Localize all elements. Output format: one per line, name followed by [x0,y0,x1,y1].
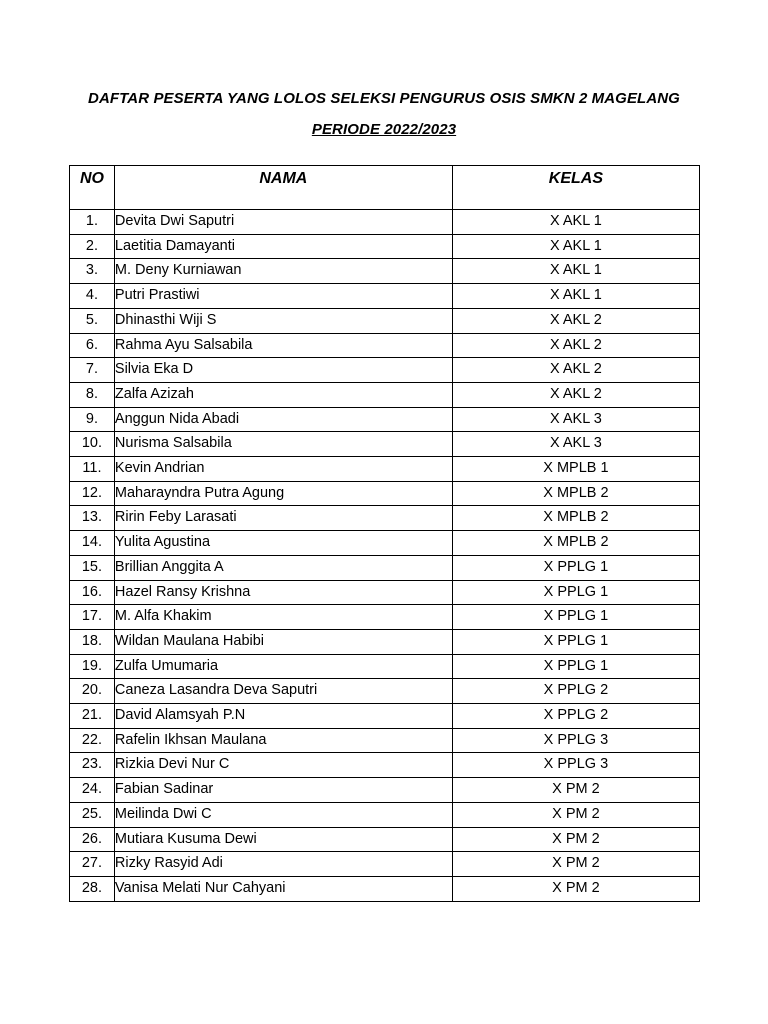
row-number: 7. [70,358,115,383]
table-row [70,234,700,259]
header-kelas: KELAS [452,166,699,210]
row-name: Zalfa Azizah [114,382,452,407]
table-row [70,506,700,531]
row-class: X AKL 1 [452,259,699,284]
table-row [70,629,700,654]
row-class: X MPLB 2 [452,531,699,556]
table-row [70,580,700,605]
row-name: David Alamsyah P.N [114,704,452,729]
row-name: Brillian Anggita A [114,555,452,580]
row-class: X PM 2 [452,852,699,877]
row-class: X PPLG 1 [452,629,699,654]
table-row [70,210,700,235]
row-class: X MPLB 2 [452,481,699,506]
row-class: X PPLG 1 [452,605,699,630]
table-row [70,704,700,729]
row-name: Mutiara Kusuma Dewi [114,827,452,852]
row-number: 24. [70,778,115,803]
row-class: X MPLB 2 [452,506,699,531]
participants-table [69,165,700,902]
table-row [70,802,700,827]
table-row [70,605,700,630]
row-number: 9. [70,407,115,432]
row-name: Vanisa Melati Nur Cahyani [114,876,452,901]
row-name: Yulita Agustina [114,531,452,556]
row-name: Laetitia Damayanti [114,234,452,259]
table-row [70,679,700,704]
row-number: 26. [70,827,115,852]
row-class: X PM 2 [452,778,699,803]
header-row [70,166,700,210]
row-class: X PPLG 1 [452,580,699,605]
row-number: 28. [70,876,115,901]
table-row [70,382,700,407]
row-class: X AKL 2 [452,308,699,333]
row-class: X AKL 3 [452,432,699,457]
row-class: X PPLG 3 [452,753,699,778]
row-name: Hazel Ransy Krishna [114,580,452,605]
row-name: Meilinda Dwi C [114,802,452,827]
row-number: 13. [70,506,115,531]
table-body [70,210,700,902]
row-class: X AKL 2 [452,333,699,358]
row-number: 22. [70,728,115,753]
row-class: X PPLG 2 [452,679,699,704]
row-class: X AKL 1 [452,210,699,235]
row-number: 8. [70,382,115,407]
row-name: Devita Dwi Saputri [114,210,452,235]
row-number: 6. [70,333,115,358]
row-number: 17. [70,605,115,630]
row-class: X AKL 2 [452,358,699,383]
row-name: Maharayndra Putra Agung [114,481,452,506]
table-row [70,457,700,482]
row-name: Anggun Nida Abadi [114,407,452,432]
table-row [70,259,700,284]
row-number: 16. [70,580,115,605]
table-row [70,827,700,852]
row-name: Ririn Feby Larasati [114,506,452,531]
row-class: X PPLG 3 [452,728,699,753]
row-number: 23. [70,753,115,778]
row-name: Fabian Sadinar [114,778,452,803]
table-row [70,481,700,506]
table-row [70,407,700,432]
row-name: Dhinasthi Wiji S [114,308,452,333]
table-row [70,333,700,358]
row-name: Caneza Lasandra Deva Saputri [114,679,452,704]
table-row [70,654,700,679]
table-row [70,531,700,556]
row-class: X AKL 2 [452,382,699,407]
table-row [70,852,700,877]
row-number: 11. [70,457,115,482]
table-row [70,555,700,580]
row-number: 12. [70,481,115,506]
row-number: 27. [70,852,115,877]
row-number: 20. [70,679,115,704]
row-name: M. Alfa Khakim [114,605,452,630]
row-class: X PM 2 [452,802,699,827]
row-class: X AKL 1 [452,284,699,309]
row-class: X PM 2 [452,827,699,852]
table-row [70,284,700,309]
row-number: 18. [70,629,115,654]
row-class: X PM 2 [452,876,699,901]
row-class: X PPLG 2 [452,704,699,729]
row-number: 10. [70,432,115,457]
row-number: 4. [70,284,115,309]
row-number: 15. [70,555,115,580]
row-name: Nurisma Salsabila [114,432,452,457]
table-header [70,166,700,210]
row-number: 2. [70,234,115,259]
row-class: X PPLG 1 [452,654,699,679]
row-number: 14. [70,531,115,556]
document-title: DAFTAR PESERTA YANG LOLOS SELEKSI PENGURUS OSIS SMKN 2 MAGELANG [88,90,680,107]
row-number: 21. [70,704,115,729]
header-nama: NAMA [114,166,452,210]
row-name: Rizky Rasyid Adi [114,852,452,877]
row-number: 25. [70,802,115,827]
table-row [70,432,700,457]
row-name: Rafelin Ikhsan Maulana [114,728,452,753]
table-row [70,778,700,803]
row-number: 3. [70,259,115,284]
document-period: PERIODE 2022/2023 [311,121,457,138]
table-row [70,753,700,778]
row-class: X AKL 1 [452,234,699,259]
row-class: X PPLG 1 [452,555,699,580]
row-name: Zulfa Umumaria [114,654,452,679]
row-name: Rahma Ayu Salsabila [114,333,452,358]
row-name: Putri Prastiwi [114,284,452,309]
header-no: NO [70,166,115,210]
table-row [70,358,700,383]
row-name: Silvia Eka D [114,358,452,383]
row-name: Kevin Andrian [114,457,452,482]
row-name: Rizkia Devi Nur C [114,753,452,778]
row-number: 1. [70,210,115,235]
table-row [70,308,700,333]
row-class: X MPLB 1 [452,457,699,482]
row-class: X AKL 3 [452,407,699,432]
table-row [70,728,700,753]
table-row [70,876,700,901]
row-number: 5. [70,308,115,333]
row-name: M. Deny Kurniawan [114,259,452,284]
row-name: Wildan Maulana Habibi [114,629,452,654]
row-number: 19. [70,654,115,679]
